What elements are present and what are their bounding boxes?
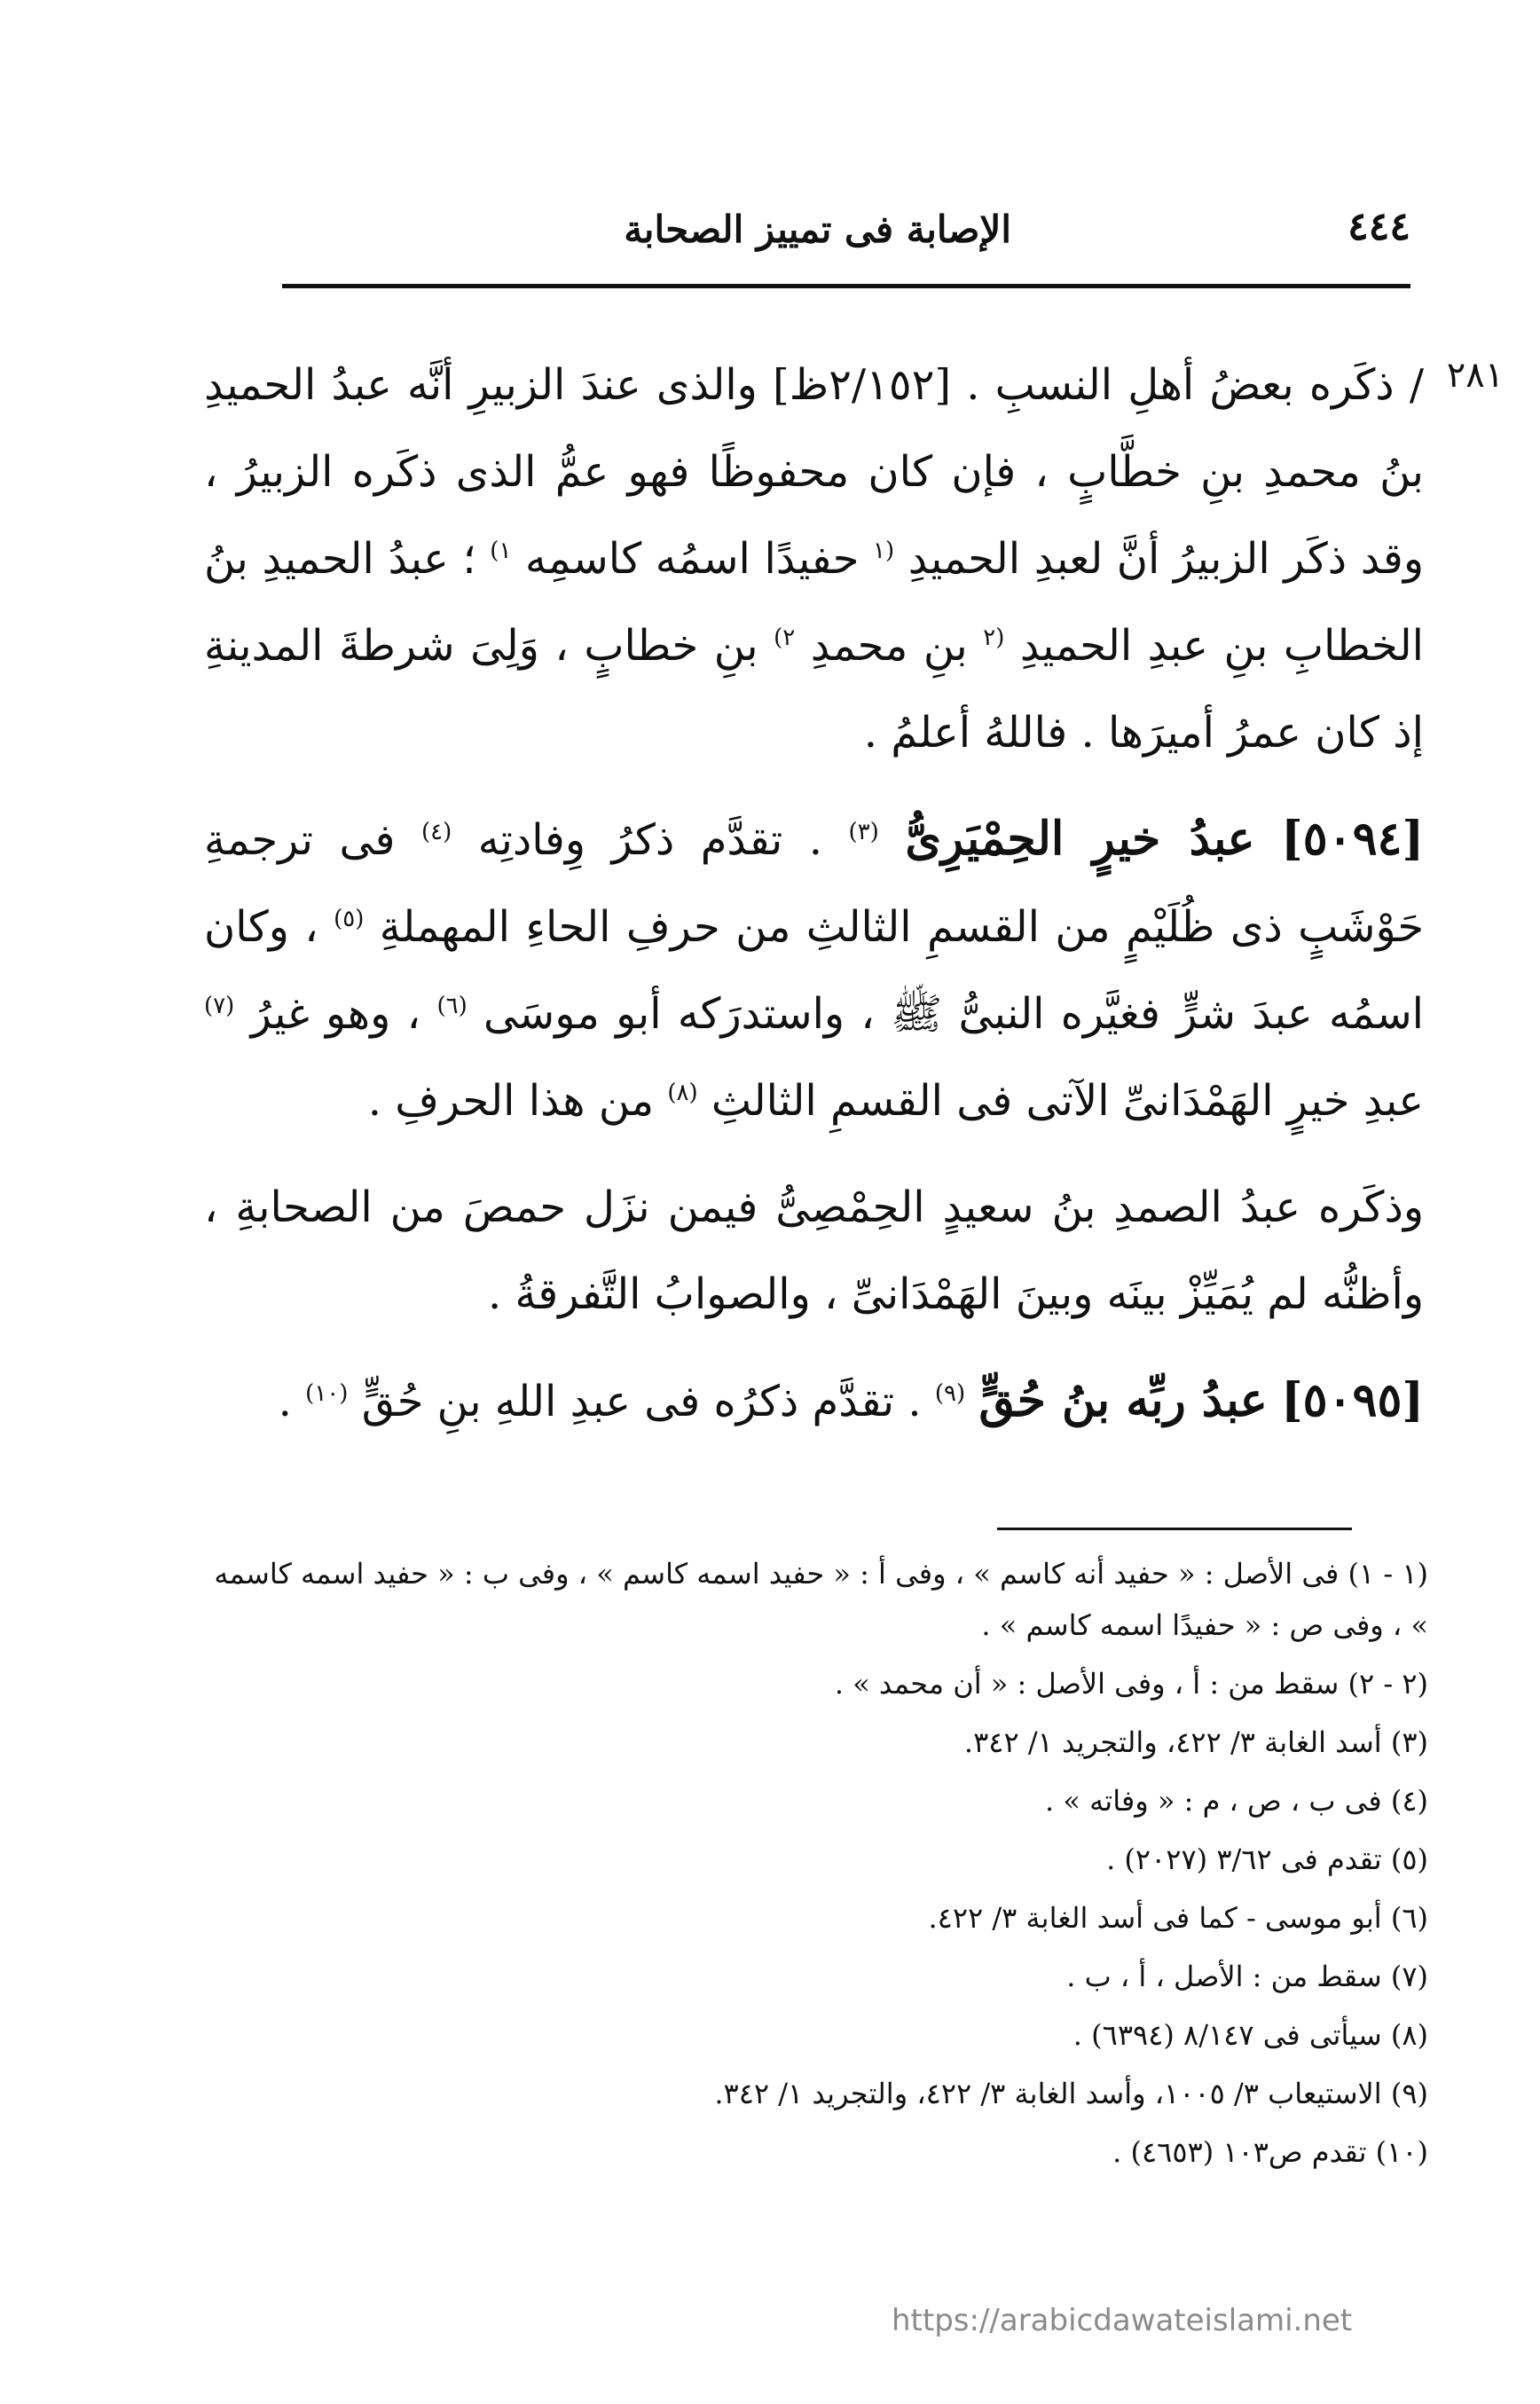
footnote-ref: ٢) [774,625,796,651]
footnote-ref: ١) [490,538,512,564]
footnote: (٤) فى ب ، ص ، م : « وفاته » . [1045,1784,1428,1818]
footnote: (٩) الاستيعاب ٣/ ١٠٠٥، وأسد الغابة ٣/ ٤٢٢، والتجريد ١/ ٣٤٢. [714,2077,1428,2110]
footnote-ref: (١ [873,538,895,564]
footnote-ref: (٧) [204,993,235,1019]
footnote-ref: (٦) [436,993,468,1019]
footnote: (٥) تقدم فى ٣/٦٢ (٢٠٢٧) . [1106,1842,1428,1876]
page-number: ٤٤٤ [1348,204,1410,249]
running-title: الإصابة فى تمييز الصحابة [624,208,1011,251]
footnotes [213,1548,1428,2185]
footnote-ref: (٩) [934,1380,966,1407]
footnote: (٣) أسد الغابة ٣/ ٤٢٢، والتجريد ١/ ٣٤٢. [963,1725,1428,1759]
footnote: (٦) أبو موسى - كما فى أسد الغابة ٣/ ٤٢٢. [928,1901,1428,1935]
footnote-ref: (١٠) [305,1380,349,1407]
main-text [204,342,1424,1465]
entry-number: [٥٠٩٥] [1281,1373,1424,1427]
entry-5094: [٥٠٩٤] عبدُ خيرٍ الحِمْيَرِىُّ $^{(٣)}$ . تقدَّم ذكرُ وِفادتِه $^{(٤)}$ فى ترجمةِ حَوْشَبٍ ذى ظُلَيْمٍ من القسمِ الثالثِ من حرفِ الحاءِ المهملةِ $^{(٥)}$ ، وكان اسمُه عبدَ شرٍّ فغيَّره النبىُّ ﷺ ، واستدرَكه أبو موسَى $^{(٦)}$ ، وهو غيرُ $^{(٧)}$ عبدِ خيرٍ الهَمْدَانىِّ الآتى فى القسمِ الثالثِ $^{(٨)}$ من هذا الحرفِ . [204,812,1425,1126]
entry-name: عبدُ ربِّه بنُ حُقٍّ [978,1373,1268,1427]
footnote-ref: (٨) [667,1080,698,1106]
footnote: (٨) سيأتى فى ٨/١٤٧ (٦٣٩٤) . [1072,2018,1428,2052]
footnote-rule [997,1528,1352,1530]
paragraph-1: / ذكَره بعضُ أهلِ النسبِ . [٢/١٥٢ظ] والذى عندَ الزبيرِ أنَّه عبدُ الحميدِ بنُ محمدِ بنِ خطَّابٍ ، فإن كان محفوظًا فهو عمُّ الذى ذكَره الزبيرُ ، وقد ذكَر الزبيرُ أنَّ لعبدِ الحميدِ $^{(١}$ حفيدًا اسمُه كاسمِه $^{١)}$ ؛ عبدُ الحميدِ بنُ الخطابِ بنِ عبدِ الحميدِ $^{(٢}$ بنِ محمدِ $^{٢)}$ بنِ خطابٍ ، وَلِىَ شرطةَ المدينةِ إذ كان عمرُ أميرَها . فاللهُ أعلمُ . [204,360,1425,758]
footnote-ref: (٥) [334,906,365,932]
margin-reference: ٢٨١ [1446,355,1505,396]
running-header [266,204,1410,266]
entry-name: عبدُ خيرٍ الحِمْيَرِىُّ [905,812,1255,866]
footnote-ref: (٣) [848,819,879,845]
footnote: (٧) سقط من : الأصل ، أ ، ب . [1066,1960,1428,1993]
footnote-ref: (٤) [420,819,452,845]
header-rule [282,284,1410,288]
footnote: (١ - ١) فى الأصل : « حفيد أنه كاسم » ، وفى أ : « حفيد اسمه كاسم » ، وفى ب : « حفيد اسمه كاسمه » ، وفى ص : « حفيدًا اسمه كاسم » . [214,1557,1428,1642]
paragraph-3: وذكَره عبدُ الصمدِ بنُ سعيدٍ الحِمْصِىُّ فيمن نزَل حمصَ من الصحابةِ ، وأظنُّه لم يُمَيِّزْ بينَه وبينَ الهَمْدَانىِّ ، والصوابُ التَّفرقةُ . [204,1182,1424,1319]
watermark-url: https://arabicdawateislami.net [892,2303,1353,2338]
entry-number: [٥٠٩٤] [1281,812,1425,866]
entry-5095: [٥٠٩٥] عبدُ ربِّه بنُ حُقٍّ $^{(٩)}$ . تقدَّم ذكرُه فى عبدِ اللهِ بنِ حُقٍّ $^{(١٠)}$ . [278,1373,1424,1427]
footnote: (١٠) تقدم ص١٠٣ (٤٦٥٣) . [1112,2135,1428,2169]
footnote-ref: (٢ [983,625,1005,651]
footnote: (٢ - ٢) سقط من : أ ، وفى الأصل : « أن محمد » . [834,1667,1428,1701]
